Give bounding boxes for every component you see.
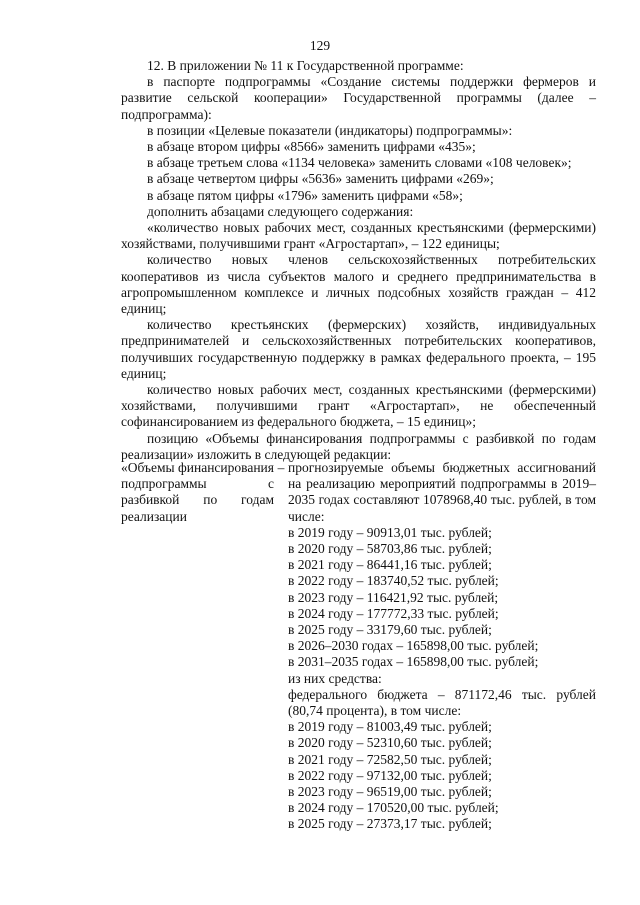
funding-table-content [288,460,596,833]
funding-year-2020: в 2020 году – 58703,86 тыс. рублей; [288,541,492,557]
funding-table-label: «Объемы финансирования подпрограммы с разбивкой по годам реализации [121,460,274,524]
funding-table-dash: – [277,460,285,475]
paragraph-item-12: 12. В приложении № 11 к Государственной программе: [147,58,464,73]
paragraph-new-members: количество новых членов сельскохозяйственных потребительских кооперативов из числа субъектов малого и среднего предпринимательства в агропромышленном комплексе и личных подсобных хозяйств граждан – 412 единиц; [121,252,596,317]
funding-year-2024: в 2024 году – 177772,33 тыс. рублей; [288,605,499,621]
paragraph-new-jobs-unfunded: количество новых рабочих мест, созданных крестьянскими (фермерскими) хозяйствами, получившими грант «Агростартап», не обеспеченный софинансированием из федерального бюджета, – 15 единиц»; [121,382,596,430]
federal-year-2021: в 2021 году – 72582,50 тыс. рублей; [288,751,492,767]
page-number: 129 [309,38,331,53]
funding-year-2025: в 2025 году – 33179,60 тыс. рублей; [288,622,492,638]
federal-year-2023: в 2023 году – 96519,00 тыс. рублей; [288,784,492,800]
paragraph-passport: в паспорте подпрограммы «Создание системы поддержки фермеров и развитие сельской кооперации» Государственной программы (далее – подпрограмма): [121,74,596,122]
funding-year-2023: в 2023 году – 116421,92 тыс. рублей; [288,589,499,605]
funding-intro: прогнозируемые объемы бюджетных ассигнований на реализацию мероприятий подпрограммы в 2019–2035 годах составляют 1078968,40 тыс. рублей, в том числе: [288,460,596,524]
funding-year-2019: в 2019 году – 90913,01 тыс. рублей; [288,524,492,540]
federal-year-2025: в 2025 году – 27373,17 тыс. рублей; [288,816,492,832]
paragraph-add: дополнить абзацами следующего содержания: [147,203,414,219]
federal-year-2022: в 2022 году – 97132,00 тыс. рублей; [288,767,492,783]
funding-years-2026-2030: в 2026–2030 годах – 165898,00 тыс. рублей; [288,638,539,654]
funding-sources-label: из них средства: [288,670,382,686]
paragraph-funding-position: позицию «Объемы финансирования подпрограммы с разбивкой по годам реализации» изложить в следующей редакции: [121,430,596,462]
paragraph-new-jobs: «количество новых рабочих мест, созданных крестьянскими (фермерскими) хозяйствами, получившими грант «Агростартап», – 122 единицы; [121,220,596,252]
paragraph-abzac-2: в абзаце втором цифры «8566» заменить цифрами «435»; [147,139,476,155]
federal-year-2020: в 2020 году – 52310,60 тыс. рублей; [288,735,492,751]
paragraph-target-indicators: в позиции «Целевые показатели (индикаторы) подпрограммы»: [147,122,513,138]
paragraph-abzac-3: в абзаце третьем слова «1134 человека» заменить словами «108 человек»; [147,155,572,171]
paragraph-abzac-4: в абзаце четвертом цифры «5636» заменить цифрами «269»; [147,171,494,187]
federal-year-2024: в 2024 году – 170520,00 тыс. рублей; [288,800,499,816]
federal-intro: федерального бюджета – 871172,46 тыс. рублей (80,74 процента), в том числе: [288,686,596,719]
funding-year-2021: в 2021 году – 86441,16 тыс. рублей; [288,557,492,573]
body-text [121,58,596,463]
paragraph-farms-supported: количество крестьянских (фермерских) хозяйств, индивидуальных предпринимателей и сельскохозяйственных потребительских кооперативов, получивших государственную поддержку в рамках федерального проекта, – 195 единиц; [121,317,596,381]
funding-years-2031-2035: в 2031–2035 годах – 165898,00 тыс. рублей; [288,654,539,670]
paragraph-abzac-5: в абзаце пятом цифры «1796» заменить цифрами «58»; [147,187,463,203]
federal-year-2019: в 2019 году – 81003,49 тыс. рублей; [288,719,492,735]
funding-year-2022: в 2022 году – 183740,52 тыс. рублей; [288,573,499,589]
